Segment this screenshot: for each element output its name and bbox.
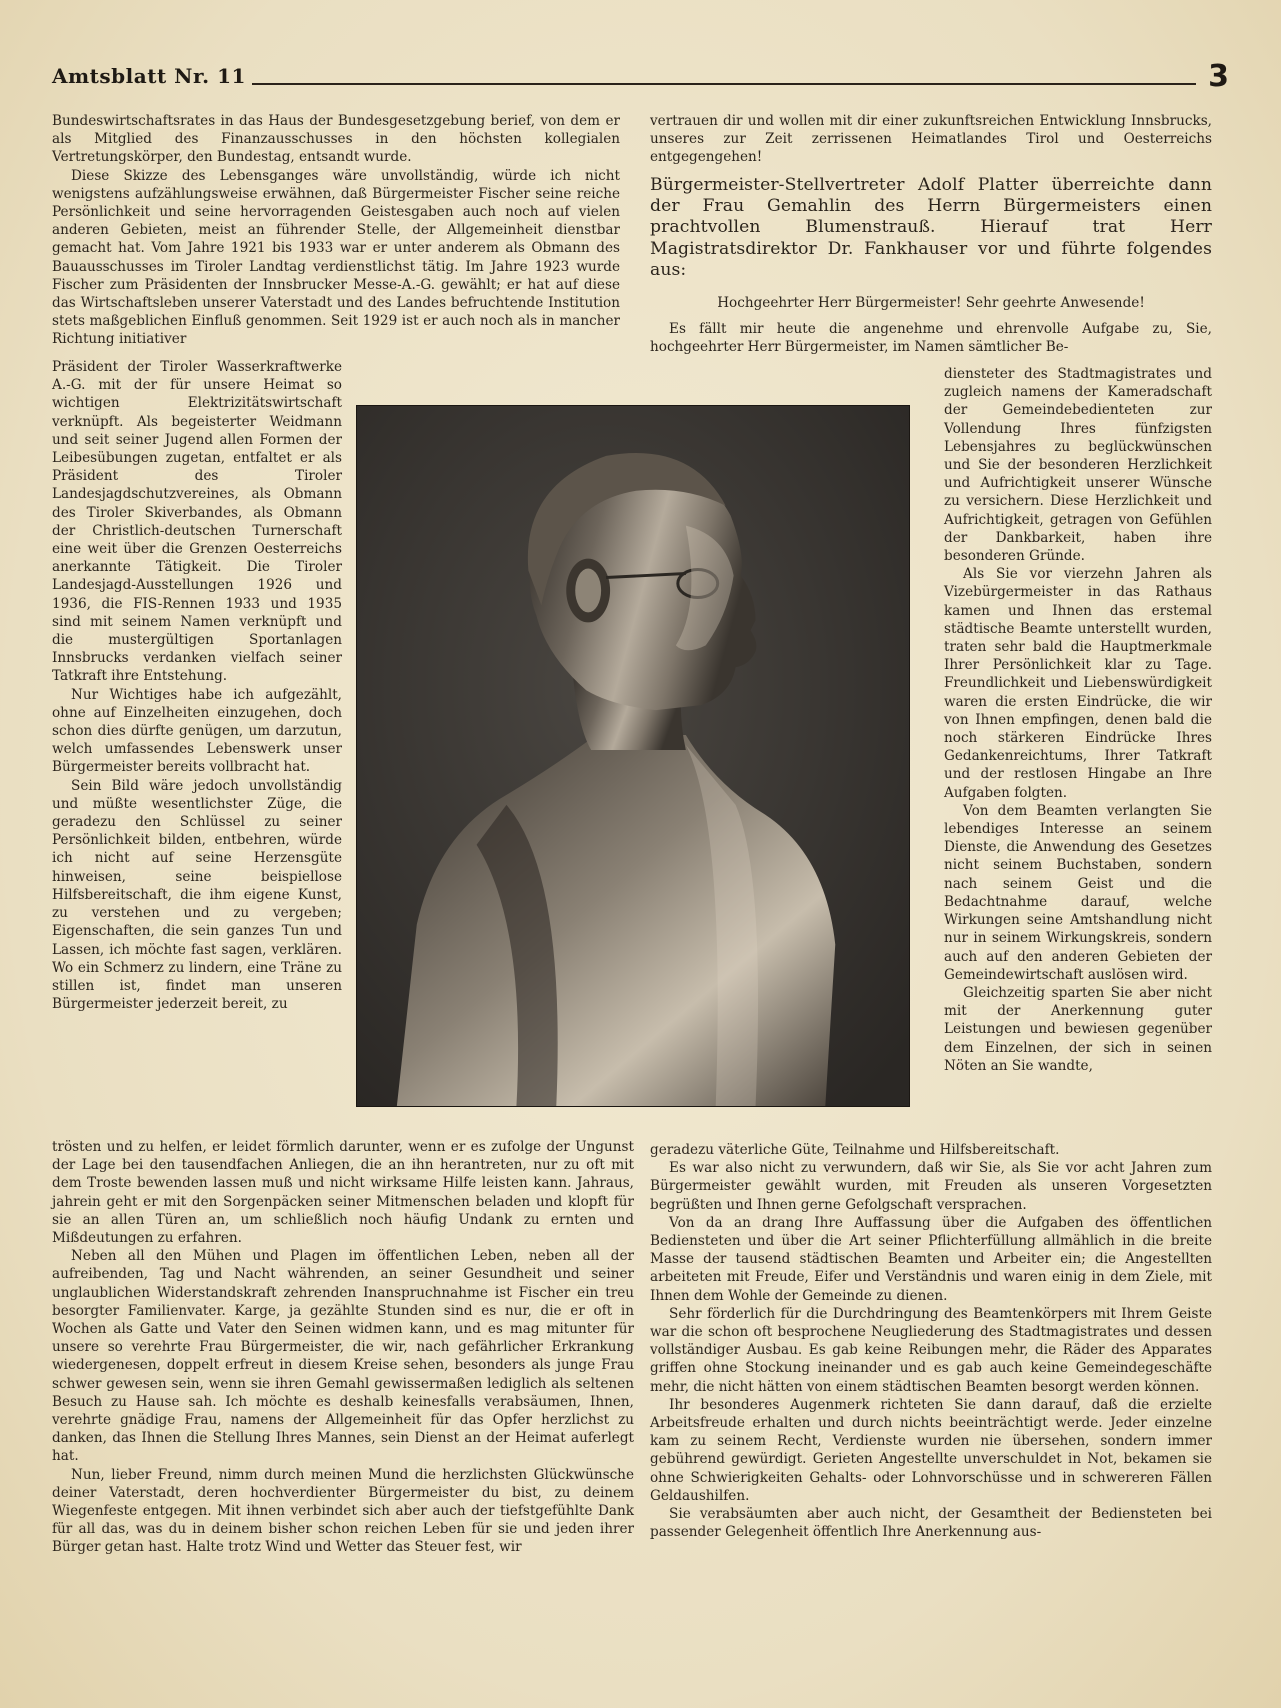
left-column-top xyxy=(52,112,620,349)
lead-paragraph: Bürgermeister-Stellvertreter Adolf Platter überreichte dann der Frau Gemahlin des Herrn Bürgermeisters einen prachtvollen Blumenstrauß. Hierauf trat Herr Magistratsdirektor Dr. Fankhauser vor und führte folgendes aus: xyxy=(650,174,1212,281)
right-column-bottom xyxy=(650,1141,1212,1541)
paragraph: Nur Wichtiges habe ich aufgezählt, ohne auf Einzelheiten einzugehen, doch schon dies dürfte genügen, um darzutun, welch umfassendes Lebenswerk unser Bürgermeister bereits vollbracht hat. xyxy=(52,686,342,776)
paragraph: Bundeswirtschaftsrates in das Haus der Bundesgesetzgebung berief, von dem er als Mitglied des Finanzausschusses in den höchsten kollegialen Vertretungskörper, den Bundestag, entsandt wurde. xyxy=(52,113,620,166)
bust-photograph xyxy=(356,405,910,1107)
paragraph: Ihr besonderes Augenmerk richteten Sie dann darauf, daß die erzielte Arbeitsfreude erhalten und durch nichts beeinträchtigt werde. Jeder einzelne kam zu seinem Recht, Verdienste wurden nie übersehen, sondern immer gebührend gewürdigt. Gerieten Angestellte unverschuldet in Not, bekamen sie ohne Schwierigkeiten Gehalts- oder Lohnvorschüsse und in schwereren Fällen Geldaushilfen. xyxy=(650,1396,1212,1504)
page-number: 3 xyxy=(1208,59,1229,94)
paragraph: Von da an drang Ihre Auffassung über die Aufgaben des öffentlichen Bediensteten und über die Art seiner Pflichterfüllung allmählich in die breite Masse der tausend städtischen Beamten und Arbeiter ein; die Angestellten arbeiteten mit Freude, Eifer und Verständnis und waren einig in dem Ziele, mit Ihnen dem Wohle der Gemeinde zu dienen. xyxy=(650,1214,1212,1304)
right-column-wrap xyxy=(944,365,1212,1075)
paragraph: Präsident der Tiroler Wasserkraftwerke A.-G. mit der für unsere Heimat so wichtigen Elektrizitätswirtschaft verknüpft. Als begeisterter Weidmann und seit seiner Jugend allen Formen der Leibesübungen zugetan, entfaltet er als Präsident des Tiroler Landesjagdschutzvereines, als Obmann des Tiroler Skiverbandes, als Obmann der Christlich-deutschen Turnerschaft eine weit über die Grenzen Oesterreichs anerkannte Tätigkeit. Die Tiroler Landesjagd-Ausstellungen 1926 und 1936, die FIS-Rennen 1933 und 1935 sind mit seinem Namen verknüpft und die mustergültigen Sportanlagen Innsbrucks verdanken vielfach seiner Tatkraft ihre Entstehung. xyxy=(52,359,342,685)
bust-image xyxy=(357,406,909,1106)
paragraph: geradezu väterliche Güte, Teilnahme und Hilfsbereitschaft. xyxy=(650,1142,1060,1158)
publication-title: Amtsblatt Nr. 11 xyxy=(52,64,246,88)
paragraph: Sein Bild wäre jedoch unvollständig und müßte wesentlichster Züge, die geradezu den Schlüssel zu seiner Persönlichkeit bilden, entbehren, würde ich nicht auf seine Herzensgüte hinweisen, seine beispiellose Hilfsbereitschaft, die ihm eigene Kunst, zu verstehen und zu vergeben; Eigenschaften, die sein ganzes Tun und Lassen, ich möchte fast sagen, verklären. Wo ein Schmerz zu lindern, eine Träne zu stillen ist, findet man unseren Bürgermeister jederzeit bereit, zu xyxy=(52,777,342,1013)
paragraph: Es war also nicht zu verwundern, daß wir Sie, als Sie vor acht Jahren zum Bürgermeister gewählt wurden, mit Freuden als unseren Vorgesetzten begrüßten und Ihnen gerne Gefolgschaft versprachen. xyxy=(650,1160,1212,1213)
left-column-wrap xyxy=(52,358,342,1013)
paragraph: Neben all den Mühen und Plagen im öffentlichen Leben, neben all der aufreibenden, Tag und Nacht währenden, an seiner Gesundheit und seiner unglaublichen Widerstandskraft zehrenden Inanspruchnahme ist Fischer ein treu besorgter Familienvater. Karge, ja gezählte Stunden sind es nur, die er oft in Wochen als Gatte und Vater den Seinen widmen kann, und es mag mitunter für unsere so verehrte Frau Bürgermeister, die wir, nach gefährlicher Erkrankung wiedergenesen, doppelt erfreut in diesem Kreise sehen, besonders als junge Frau schwer gewesen sein, wenn sie ihren Gemahl gewissermaßen lediglich als seltenen Besuch zu Hause sah. Ich möchte es deshalb keinesfalls verabsäumen, Ihnen, verehrte gnädige Frau, namens der Allgemeinheit für das Opfer herzlichst zu danken, das Ihnen die Stellung Ihres Mannes, sein Dienst an der Heimat auferlegt hat. xyxy=(52,1248,634,1465)
left-column-bottom xyxy=(52,1138,634,1557)
paragraph: Von dem Beamten verlangten Sie lebendiges Interesse an seinem Dienste, die Anwendung des Gesetzes nicht seinem Buchstaben, sondern nach seinem Geist und die Bedachtnahme darauf, welche Wirkungen seine Amtshandlung nicht nur in seinem Wirkungskreis, sondern auch auf den anderen Gebieten der Gemeindewirtschaft auslösen wird. xyxy=(944,802,1212,983)
paragraph: Als Sie vor vierzehn Jahren als Vizebürgermeister in das Rathaus kamen und Ihnen das erstemal städtische Beamte unterstellt wurden, traten sehr bald die Hauptmerkmale Ihrer Persönlichkeit klar zu Tage. Freundlichkeit und Liebenswürdigkeit waren die ersten Eindrücke, die wir von Ihnen empfingen, denen bald die noch stärkeren Eindrücke Ihres Gedankenreichtums, Ihrer Tatkraft und der restlosen Hingabe an Ihre Aufgaben folgten. xyxy=(944,566,1212,801)
paragraph: Sie verabsäumten aber auch nicht, der Gesamtheit der Bediensteten bei passender Gelegenheit öffentlich Ihre Anerkennung aus- xyxy=(650,1506,1212,1541)
paragraph: Nun, lieber Freund, nimm durch meinen Mund die herzlichsten Glückwünsche deiner Vaterstadt, deren hochverdienter Bürgermeister du bist, zu deinem Wiegenfeste entgegen. Mit ihnen verbindet sich aber auch der tiefstgefühlte Dank für all das, was du in deinem bisher schon reichen Leben für sie und jeden ihrer Bürger getan hast. Halte trotz Wind und Wetter das Steuer fest, wir xyxy=(52,1466,634,1556)
paragraph: Sehr förderlich für die Durchdringung des Beamtenkörpers mit Ihrem Geiste war die schon oft besprochene Neugliederung des Stadtmagistrates und dessen vollständiger Ausbau. Es gab keine Reibungen mehr, die Räder des Apparates griffen ohne Stockung ineinander und es gab auch keine Gemeindegeschäfte mehr, die nicht hätten von einem städtischen Beamten besorgt werden können. xyxy=(650,1305,1212,1395)
salutation: Hochgeehrter Herr Bürgermeister! Sehr geehrte Anwesende! xyxy=(717,294,1145,311)
page-header xyxy=(52,58,1229,92)
paragraph: vertrauen dir und wollen mit dir einer zukunftsreichen Entwicklung Innsbrucks, unseres zur Zeit zerrissenen Heimatlandes Tirol und Oesterreichs entgegengehen! xyxy=(650,113,1212,166)
header-rule xyxy=(252,83,1196,85)
paragraph: diensteter des Stadtmagistrates und zugleich namens der Kameradschaft der Gemeindebedienteten zur Vollendung Ihres fünfzigsten Lebensjahres zu beglückwünschen und Sie der besonderen Herzlichkeit und Aufrichtigkeit unserer Wünsche zu versichern. Diese Herzlichkeit und Aufrichtigkeit, getragen von Gefühlen der Dankbarkeit, haben ihre besonderen Gründe. xyxy=(944,366,1212,565)
paragraph: Gleichzeitig sparten Sie aber nicht mit der Anerkennung guter Leistungen und bewiesen gegenüber dem Einzelnen, der sich in seinen Nöten an Sie wandte, xyxy=(944,984,1212,1074)
right-column-top xyxy=(650,112,1212,356)
paragraph: Diese Skizze des Lebensganges wäre unvollständig, würde ich nicht wenigstens aufzählungsweise erwähnen, daß Bürgermeister Fischer seine reiche Persönlichkeit und seine hervorragenden Geistesgaben auch noch auf vielen anderen Gebieten, meist an führender Stelle, der Allgemeinheit dienstbar gemacht hat. Vom Jahre 1921 bis 1933 war er unter anderem als Obmann des Bauausschusses im Tiroler Landtag verdienstlichst tätig. Im Jahre 1923 wurde Fischer zum Präsidenten der Innsbrucker Messe-A.-G. gewählt; er hat auf diese das Wirtschaftsleben unserer Vaterstadt und des Landes befruchtende Institution stets maßgeblichen Einfluß genommen. Seit 1929 ist er auch noch als in mancher Richtung initiativer xyxy=(52,167,620,348)
paragraph: trösten und zu helfen, er leidet förmlich darunter, wenn er es zufolge der Ungunst der Lage bei den tausendfachen Anliegen, die an ihn herantreten, nur zu oft mit dem Troste bewenden lassen muß und nicht wirksame Hilfe leisten kann. Jahraus, jahrein geht er mit den Sorgenpäcken seiner Mitmenschen beladen und klopft für sie an allen Türen an, um schließlich noch häufig Undank zu ernten und Mißdeutungen zu erfahren. xyxy=(52,1139,634,1247)
paragraph: Es fällt mir heute die angenehme und ehrenvolle Aufgabe zu, Sie, hochgeehrter Herr Bürgermeister, im Namen sämtlicher Be- xyxy=(650,320,1212,356)
